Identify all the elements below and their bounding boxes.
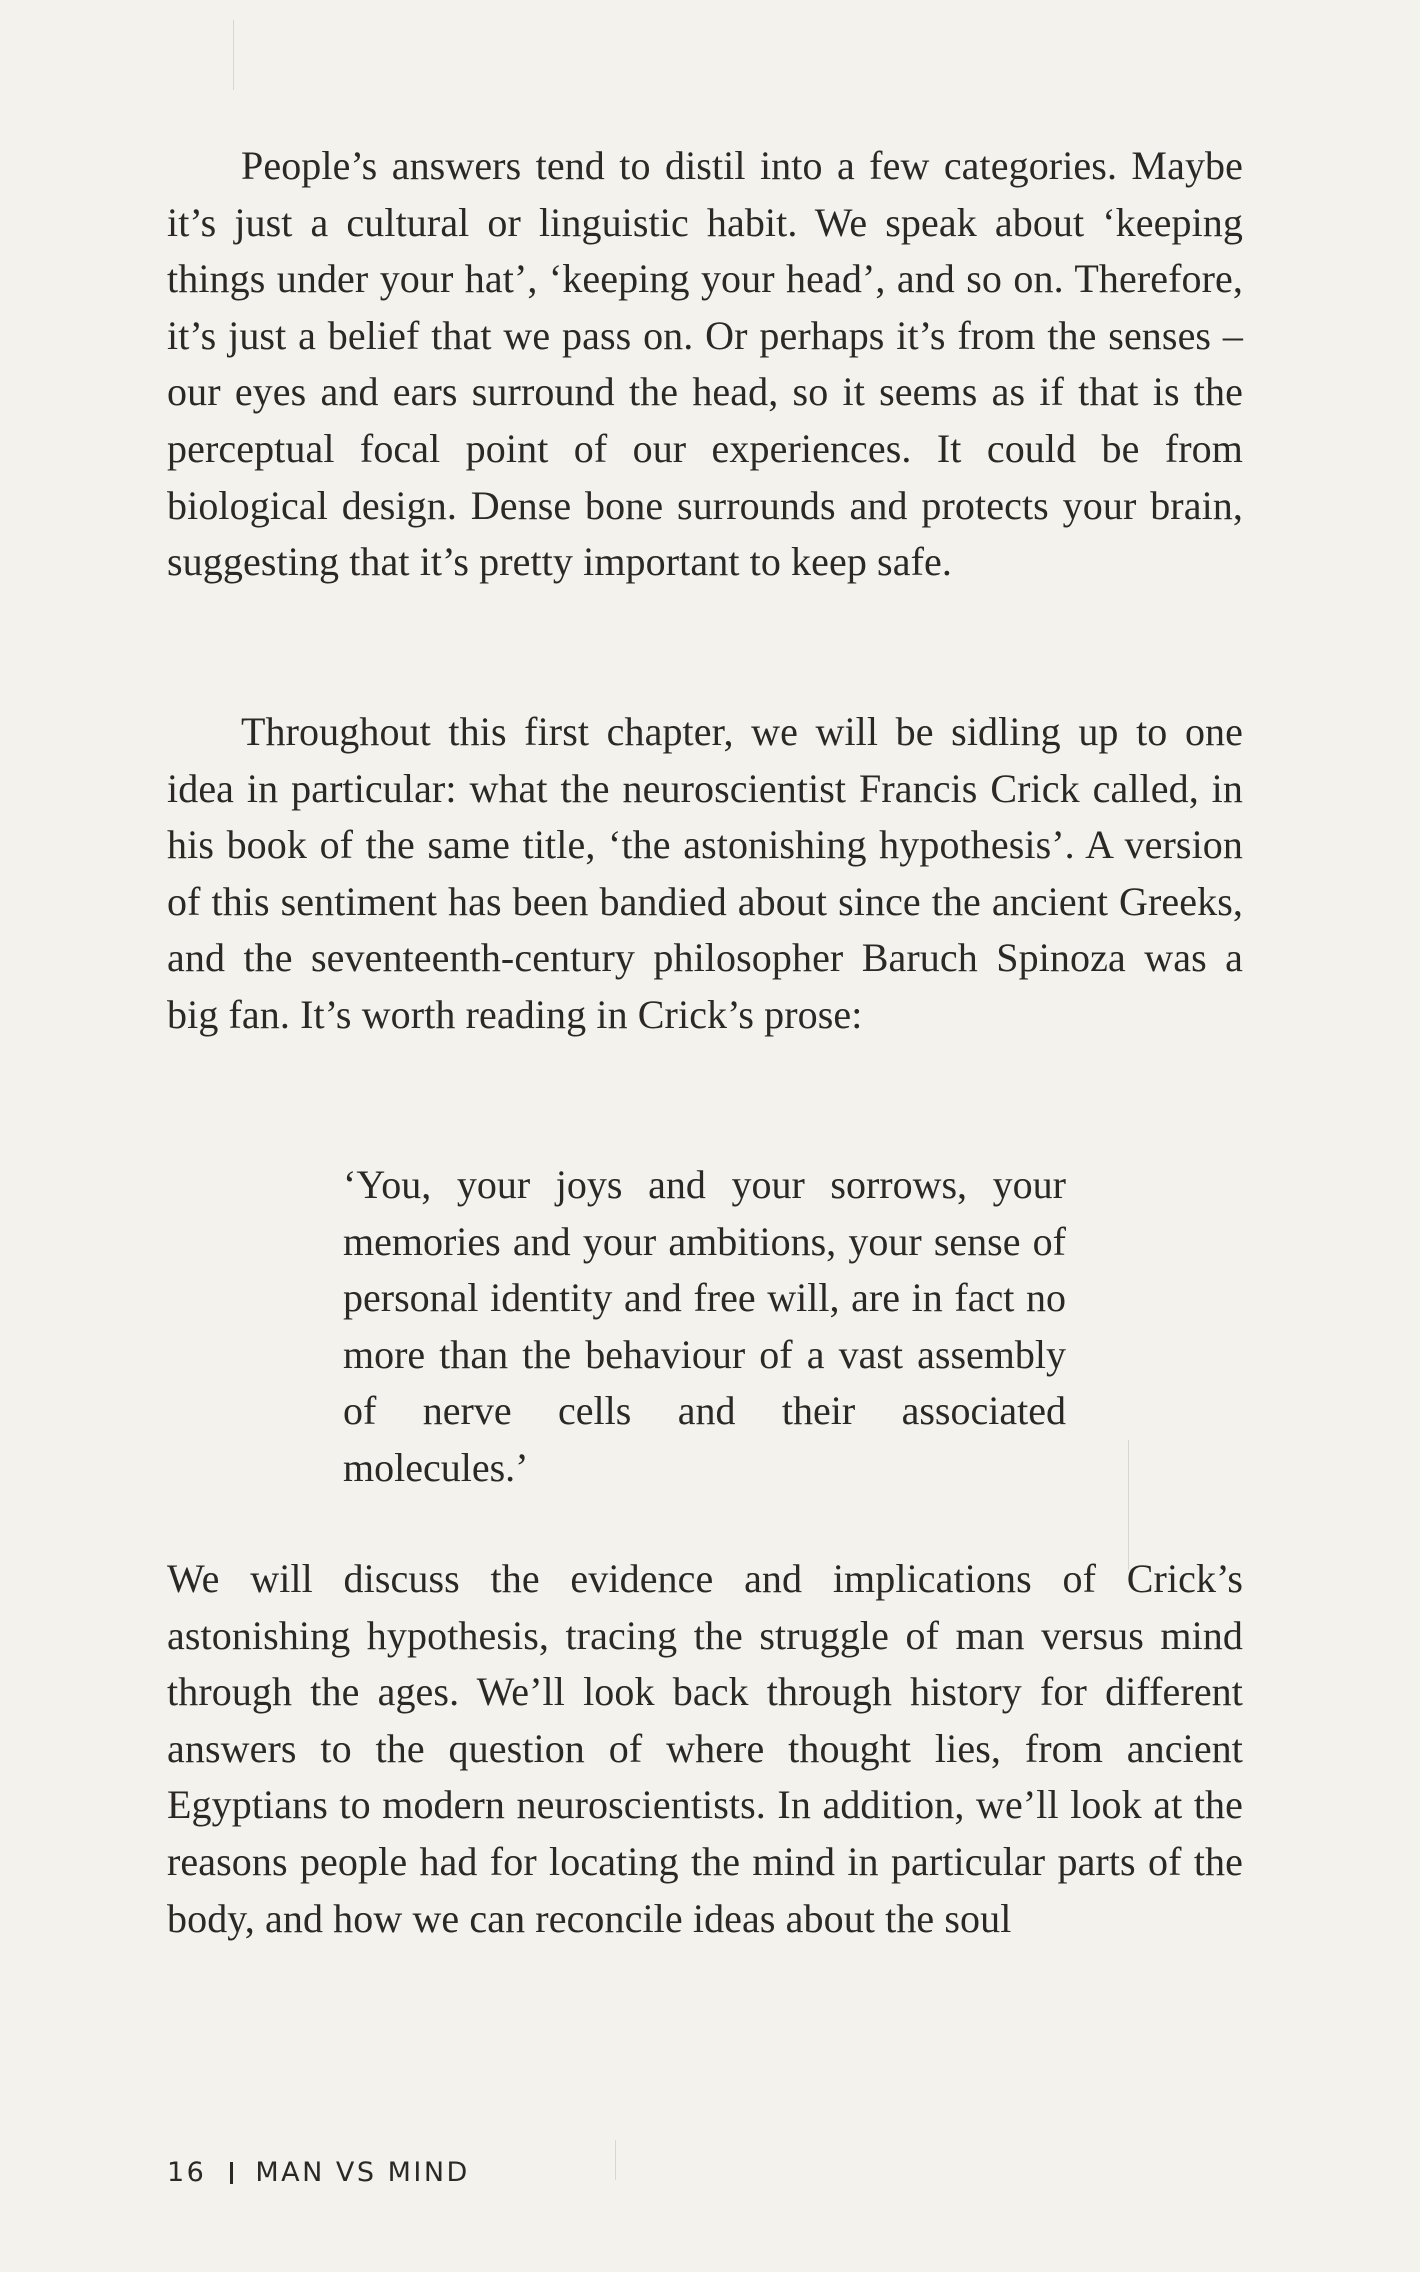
paragraph-text: People’s answers tend to distil into a few categories. Maybe it’s just a cultural or linguistic habit. We speak about ‘keeping things under your hat’, ‘keeping your head’, and so on. Therefore, it’s just a belief that we pass on. Or perhaps it’s from the senses – our eyes and ears surround the head, so it seems as if that is the perceptual focal point of our experiences. It could be from biological design. Dense bone surrounds and protects your brain, suggesting that it’s pretty important to keep safe.	[167, 143, 1243, 585]
footer-separator	[230, 2162, 233, 2184]
body-paragraph-1	[167, 138, 1243, 591]
body-paragraph-3	[167, 1551, 1243, 1947]
block-quote: ‘You, your joys and your sorrows, your memories and your ambitions, your sense of personal identity and free will, are in fact no more than the behaviour of a vast assembly of nerve cells and their associated molecules.’	[343, 1162, 1066, 1490]
paragraph-text: We will discuss the evidence and implications of Crick’s astonishing hypothesis, tracing the struggle of man versus mind through the ages. We’ll look back through history for different answers to the question of where thought lies, from ancient Egyptians to modern neuroscientists. In addition, we’ll look at the reasons people had for locating the mind in particular parts of the body, and how we can reconcile ideas about the soul	[167, 1556, 1243, 1941]
book-title: MAN VS MIND	[255, 2157, 470, 2188]
body-paragraph-2	[167, 704, 1243, 1044]
scan-artifact	[233, 20, 234, 90]
running-footer	[167, 2157, 470, 2188]
page-number: 16	[167, 2157, 207, 2188]
scan-artifact	[615, 2140, 616, 2180]
paragraph-text: Throughout this first chapter, we will be sidling up to one idea in particular: what the neuroscientist Francis Crick called, in his book of the same title, ‘the astonishing hypothesis’. A version of this sentiment has been bandied about since the ancient Greeks, and the seventeenth-century philosopher Baruch Spinoza was a big fan. It’s worth reading in Crick’s prose:	[167, 709, 1243, 1037]
